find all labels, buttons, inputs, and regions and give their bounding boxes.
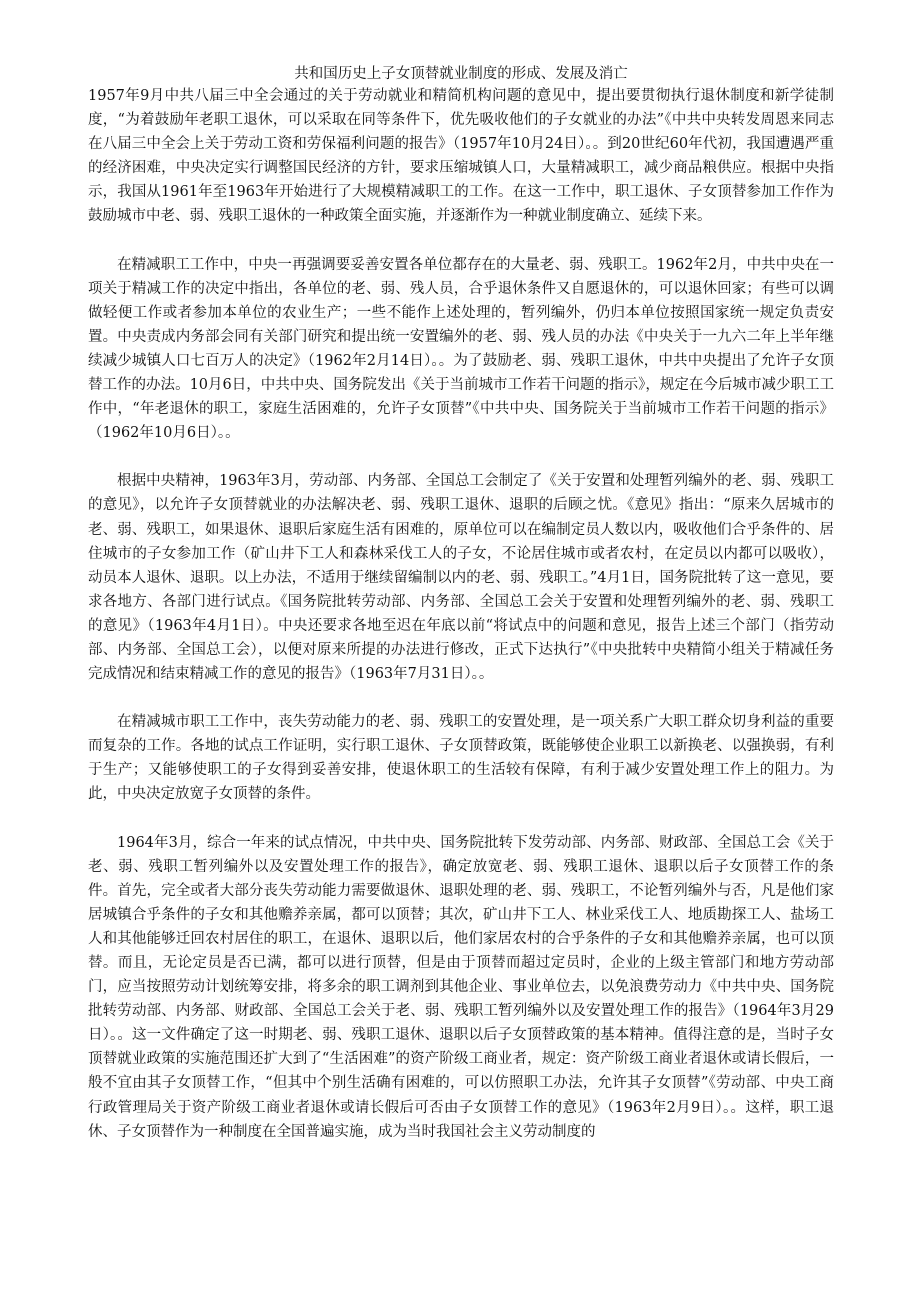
paragraph-3: 根据中央精神，1963年3月，劳动部、内务部、全国总工会制定了《关于安置和处理暂列编外的老、弱、残职工的意见》，以允许子女顶替就业的办法解决老、弱、残职工退休、退职的后顾之忧。《意见》指出：“原来久居城市的老、弱、残职工，如果退休、退职后家庭生活有困难的，原单位可以在编制定员人数以内，吸收他们合乎条件的、居住城市的子女参加工作（矿山井下工人和森林采伐工人的子女，不论居住城市或者农村，在定员以内都可以吸收），动员本人退休、退职。以上办法，不适用于继续留编制以内的老、弱、残职工。”4月1日，国务院批转了这一意见，要求各地方、各部门进行试点。《国务院批转劳动部、内务部、全国总工会关于安置和处理暂列编外的老、弱、残职工的意见》（1963年4月1日）。中央还要求各地至迟在年底以前“将试点中的问题和意见，报告上述三个部门（指劳动部、内务部、全国总工会），以便对原来所提的办法进行修改，正式下达执行”《中央批转中央精简小组关于精减任务完成情况和结束精减工作的意见的报告》（1963年7月31日）。。 bbox=[88, 473, 834, 683]
paragraph-gap bbox=[88, 229, 834, 253]
paragraph-4: 在精减城市职工工作中，丧失劳动能力的老、弱、残职工的安置处理，是一项关系广大职工群众切身利益的重要而复杂的工作。各地的试点工作证明，实行职工退休、子女顶替政策，既能够使企业职工以新换老、以强换弱，有利于生产；又能够使职工的子女得到妥善安排，使退休职工的生活较有保障，有利于减少安置处理工作上的阻力。为此，中央决定放宽子女顶替的条件。 bbox=[88, 714, 834, 803]
document-title: 共和国历史上子女顶替就业制度的形成、发展及消亡 bbox=[294, 66, 628, 82]
document-page bbox=[88, 64, 834, 1144]
paragraph-2: 在精减职工工作中，中央一再强调要妥善安置各单位都存在的大量老、弱、残职工。1962年2月，中共中央在一项关于精减工作的决定中指出，各单位的老、弱、残人员，合乎退休条件又自愿退休的，可以退休回家；有些可以调做轻便工作或者参加本单位的农业生产；一些不能作上述处理的，暂列编外，仍归本单位按照国家统一规定负责安置。中央责成内务部会同有关部门研究和提出统一安置编外的老、弱、残人员的办法《中央关于一九六二年上半年继续减少城镇人口七百万人的决定》（1962年2月14日）。。为了鼓励老、弱、残职工退休，中共中央提出了允许子女顶替工作的办法。10月6日，中共中央、国务院发出《关于当前城市工作若干问题的指示》，规定在今后城市减少职工工作中，“年老退休的职工，家庭生活困难的，允许子女顶替”《中共中央、国务院关于当前城市工作若干问题的指示》（1962年10月6日）。。 bbox=[88, 256, 834, 442]
paragraph-1: 1957年9月中共八届三中全会通过的关于劳动就业和精简机构问题的意见中，提出要贯彻执行退休制度和新学徒制度，“为着鼓励年老职工退休，可以采取在同等条件下，优先吸收他们的子女就业的办法”《中共中央转发周恩来同志在八届三中全会上关于劳动工资和劳保福利问题的报告》（1957年10月24日）。。到20世纪60年代初，我国遭遇严重的经济困难，中央决定实行调整国民经济的方针，要求压缩城镇人口，大量精减职工，减少商品粮供应。根据中央指示，我国从1961年至1963年开始进行了大规模精减职工的工作。在这一工作中，职工退休、子女顶替参加工作作为鼓励城市中老、弱、残职工退休的一种政策全面实施，并逐渐作为一种就业制度确立、延续下来。 bbox=[88, 88, 834, 225]
paragraph-gap bbox=[88, 686, 834, 710]
paragraph-gap bbox=[88, 445, 834, 469]
paragraph-gap bbox=[88, 807, 834, 831]
paragraph-5: 1964年3月，综合一年来的试点情况，中共中央、国务院批转下发劳动部、内务部、财政部、全国总工会《关于老、弱、残职工暂列编外以及安置处理工作的报告》，确定放宽老、弱、残职工退休、退职以后子女顶替工作的条件。首先，完全或者大部分丧失劳动能力需要做退休、退职处理的老、弱、残职工，不论暂列编外与否，凡是他们家居城镇合乎条件的子女和其他赡养亲属，都可以顶替；其次，矿山井下工人、林业采伐工人、地质勘探工人、盐场工人和其他能够迁回农村居住的职工，在退休、退职以后，他们家居农村的合乎条件的子女和其他赡养亲属，也可以顶替。而且，无论定员是否已满，都可以进行顶替，但是由于顶替而超过定员时，企业的上级主管部门和地方劳动部门，应当按照劳动计划统筹安排，将多余的职工调剂到其他企业、事业单位去，以免浪费劳动力《中共中央、国务院批转劳动部、内务部、财政部、全国总工会关于老、弱、残职工暂列编外以及安置处理工作的报告》（1964年3月29日）。。这一文件确定了这一时期老、弱、残职工退休、退职以后子女顶替政策的基本精神。值得注意的是，当时子女顶替就业政策的实施范围还扩大到了“生活困难”的资产阶级工商业者，规定：资产阶级工商业者退休或请长假后，一般不宜由其子女顶替工作，“但其中个别生活确有困难的，可以仿照职工办法，允许其子女顶替”《劳动部、中央工商行政管理局关于资产阶级工商业者退休或请长假后可否由子女顶替工作的意见》（1963年2月9日）。。这样，职工退休、子女顶替作为一种制度在全国普遍实施，成为当时我国社会主义劳动制度的 bbox=[88, 834, 834, 1140]
